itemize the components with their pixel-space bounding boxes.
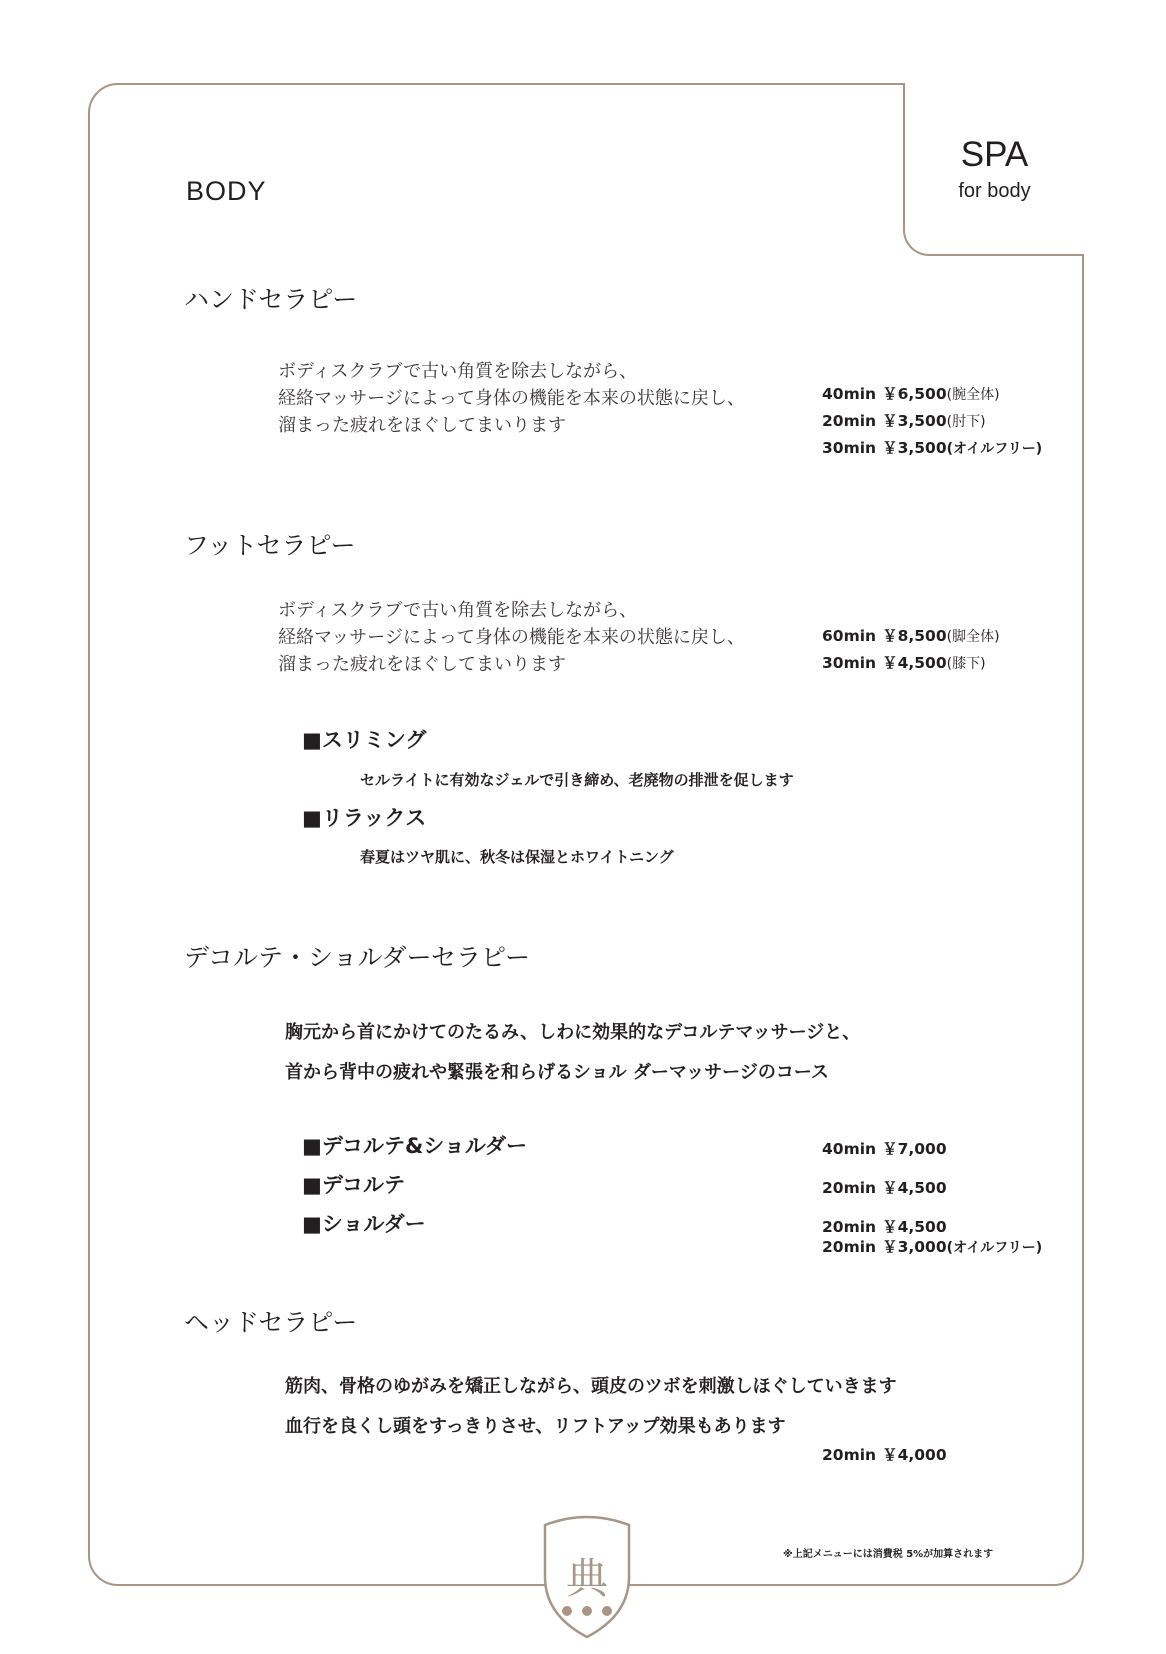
hand-description xyxy=(278,358,745,439)
price-yen: ￥7,000 xyxy=(882,1140,947,1158)
price-note: (肘下) xyxy=(946,414,986,430)
decollete-item-name: ■デコルテ&ショルダー xyxy=(302,1134,528,1158)
category-tab xyxy=(903,83,1084,256)
price-yen: ￥3,500 xyxy=(882,412,947,430)
price-note: (オイルフリー) xyxy=(946,1240,1043,1256)
page-heading: BODY xyxy=(186,176,267,206)
option-desc-slimming: セルライトに有効なジェルで引き締め、老廃物の排泄を促します xyxy=(360,771,794,789)
foot-desc-line: 溜まった疲れをほぐしてまいります xyxy=(278,654,566,675)
foot-price-row xyxy=(822,624,1000,646)
price-yen: ￥6,500 xyxy=(882,385,947,403)
section-title-foot: フットセラピー xyxy=(184,531,356,560)
decollete-desc-line: 胸元から首にかけてのたるみ、しわに効果的なデコルテマッサージと、 xyxy=(285,1022,861,1043)
head-price-row xyxy=(822,1443,947,1465)
foot-price-row xyxy=(822,651,986,673)
head-desc-line: 血行を良くし頭をすっきりさせ、リフトアップ効果もあります xyxy=(285,1416,786,1437)
decollete-item-name: ■デコルテ xyxy=(302,1173,406,1197)
section-title-hand: ハンドセラピー xyxy=(184,285,358,314)
shield-emblem-icon xyxy=(537,1515,637,1639)
decollete-price-row xyxy=(822,1176,947,1198)
emblem-glyph: 典 xyxy=(565,1554,609,1603)
decollete-price-row xyxy=(822,1137,947,1159)
head-description xyxy=(285,1367,897,1447)
price-yen: ￥8,500 xyxy=(882,627,947,645)
decollete-price-row xyxy=(822,1215,947,1237)
price-yen: ￥4,500 xyxy=(882,654,947,672)
tax-footnote: ※上記メニューには消費税 5%が加算されます xyxy=(783,1549,994,1560)
section-title-decollete: デコルテ・ショルダーセラピー xyxy=(184,943,531,972)
hand-desc-line: 溜まった疲れをほぐしてまいります xyxy=(278,415,566,436)
option-desc-relax: 春夏はツヤ肌に、秋冬は保湿とホワイトニング xyxy=(360,848,674,866)
hand-price-row xyxy=(822,436,1042,458)
price-yen: ￥3,000 xyxy=(882,1238,947,1256)
price-min: 20min xyxy=(822,412,877,430)
hand-desc-line: 経絡マッサージによって身体の機能を本来の状態に戻し、 xyxy=(278,388,745,409)
tab-subtitle: for body xyxy=(958,180,1031,202)
price-yen: ￥3,500 xyxy=(882,439,947,457)
price-note: (オイルフリー) xyxy=(946,441,1043,457)
decollete-description xyxy=(285,1013,860,1093)
price-min: 20min xyxy=(822,1218,877,1236)
decollete-desc-line: 首から背中の疲れや緊張を和らげるショル ダーマッサージのコース xyxy=(285,1062,829,1083)
price-min: 20min xyxy=(822,1238,877,1256)
price-yen: ￥4,000 xyxy=(882,1446,947,1464)
price-note: (腕全体) xyxy=(946,387,1000,403)
section-title-head: ヘッドセラピー xyxy=(184,1308,358,1337)
price-min: 30min xyxy=(822,439,877,457)
price-min: 20min xyxy=(822,1179,877,1197)
price-min: 40min xyxy=(822,385,877,403)
hand-price-row xyxy=(822,409,986,431)
price-min: 40min xyxy=(822,1140,877,1158)
option-name-relax: ■リラックス xyxy=(302,806,427,830)
price-min: 30min xyxy=(822,654,877,672)
head-desc-line: 筋肉、骨格のゆがみを矯正しながら、頭皮のツボを刺激しほぐしていきます xyxy=(285,1376,897,1397)
decollete-price-row xyxy=(822,1235,1042,1257)
foot-desc-line: ボディスクラブで古い角質を除去しながら、 xyxy=(278,600,638,621)
price-yen: ￥4,500 xyxy=(882,1218,947,1236)
option-name-slimming: ■スリミング xyxy=(302,728,427,752)
foot-desc-line: 経絡マッサージによって身体の機能を本来の状態に戻し、 xyxy=(278,627,745,648)
price-yen: ￥4,500 xyxy=(882,1179,947,1197)
price-note: (脚全体) xyxy=(946,629,1000,645)
price-min: 20min xyxy=(822,1446,877,1464)
foot-description xyxy=(278,597,745,678)
price-note: (膝下) xyxy=(946,656,986,672)
tab-title: SPA xyxy=(960,135,1029,174)
price-min: 60min xyxy=(822,627,877,645)
hand-desc-line: ボディスクラブで古い角質を除去しながら、 xyxy=(278,361,638,382)
hand-price-row xyxy=(822,382,1000,404)
decollete-item-name: ■ショルダー xyxy=(302,1212,426,1236)
